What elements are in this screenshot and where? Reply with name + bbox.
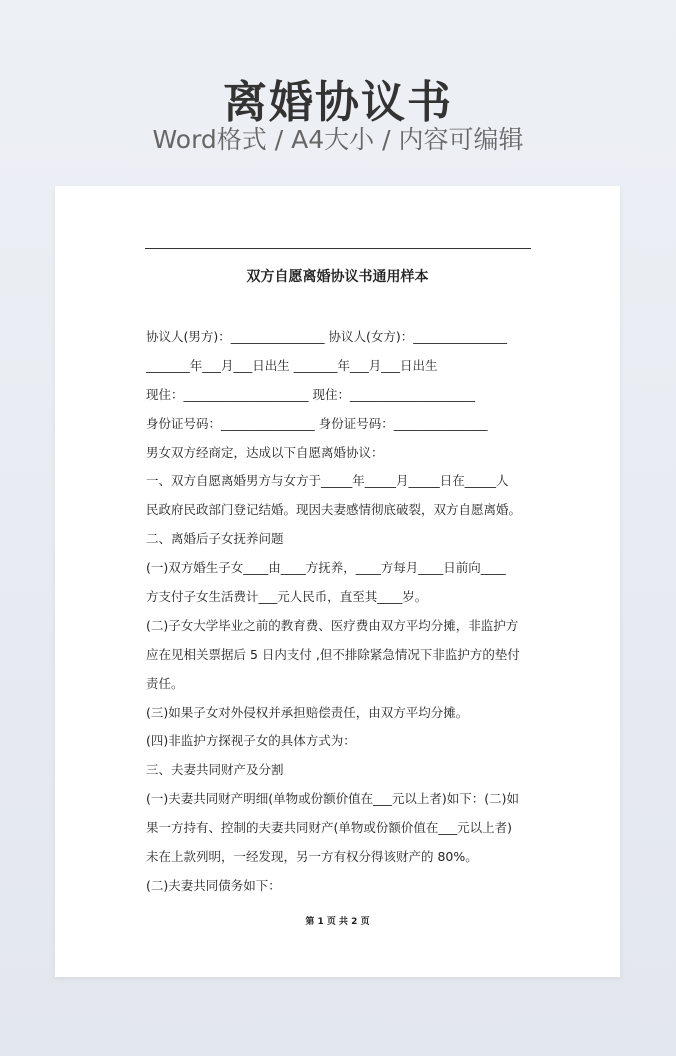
document-line: 责任。 bbox=[146, 675, 184, 691]
document-line: 协议人(男方)：_______________ 协议人(女方)：_______________ bbox=[146, 329, 507, 344]
banner-subtitle: Word格式 / A4大小 / 内容可编辑 bbox=[152, 125, 524, 154]
document-body bbox=[146, 323, 536, 901]
document-line: 应在见相关票据后 5 日内支付 ,但不排除紧急情况下非监护方的垫付 bbox=[146, 646, 520, 662]
document-line: (二)夫妻共同债务如下： bbox=[146, 877, 281, 893]
document-line: 二、离婚后子女抚养问题 bbox=[146, 531, 284, 547]
document-line: (一)夫妻共同财产明细(单物或份额价值在___元以上者)如下：(二)如 bbox=[146, 791, 520, 807]
banner-title: 离婚协议书 bbox=[223, 77, 453, 128]
document-line: (一)双方婚生子女____由____方抚养，____方每月____日前向____ bbox=[146, 560, 506, 576]
document-line: 果一方持有、控制的夫妻共同财产(单物或份额价值在___元以上者) bbox=[146, 820, 513, 836]
document-line: 一、双方自愿离婚男方与女方于_____年_____月_____日在_____人 bbox=[146, 473, 509, 489]
header-rule bbox=[145, 248, 531, 249]
page-number: 第 1 页 共 2 页 bbox=[305, 917, 370, 927]
document-line: (三)如果子女对外侵权并承担赔偿责任，由双方平均分摊。 bbox=[146, 704, 469, 720]
document-line: (四)非监护方探视子女的具体方式为： bbox=[146, 733, 356, 749]
document-line: 未在上款列明，一经发现，另一方有权分得该财产的 80%。 bbox=[146, 849, 478, 865]
document-line: _______年___月___日出生 _______年___月___日出生 bbox=[146, 357, 438, 373]
document-line: 三、夫妻共同财产及分割 bbox=[146, 762, 284, 778]
document-title: 双方自愿离婚协议书通用样本 bbox=[246, 269, 429, 285]
document-line: 现住：____________________ 现住：____________________ bbox=[146, 386, 475, 402]
document-line: 方支付子女生活费计___元人民币，直至其____岁。 bbox=[146, 589, 428, 605]
document-page bbox=[55, 186, 620, 977]
document-line: 身份证号码：_______________ 身份证号码：_______________ bbox=[146, 415, 488, 431]
document-line: 男女双方经商定，达成以下自愿离婚协议： bbox=[146, 444, 384, 460]
document-line: (二)子女大学毕业之前的教育费、医疗费由双方平均分摊，非监护方 bbox=[146, 617, 519, 633]
document-line: 民政府民政部门登记结婚。现因夫妻感情彻底破裂，双方自愿离婚。 bbox=[146, 502, 522, 518]
